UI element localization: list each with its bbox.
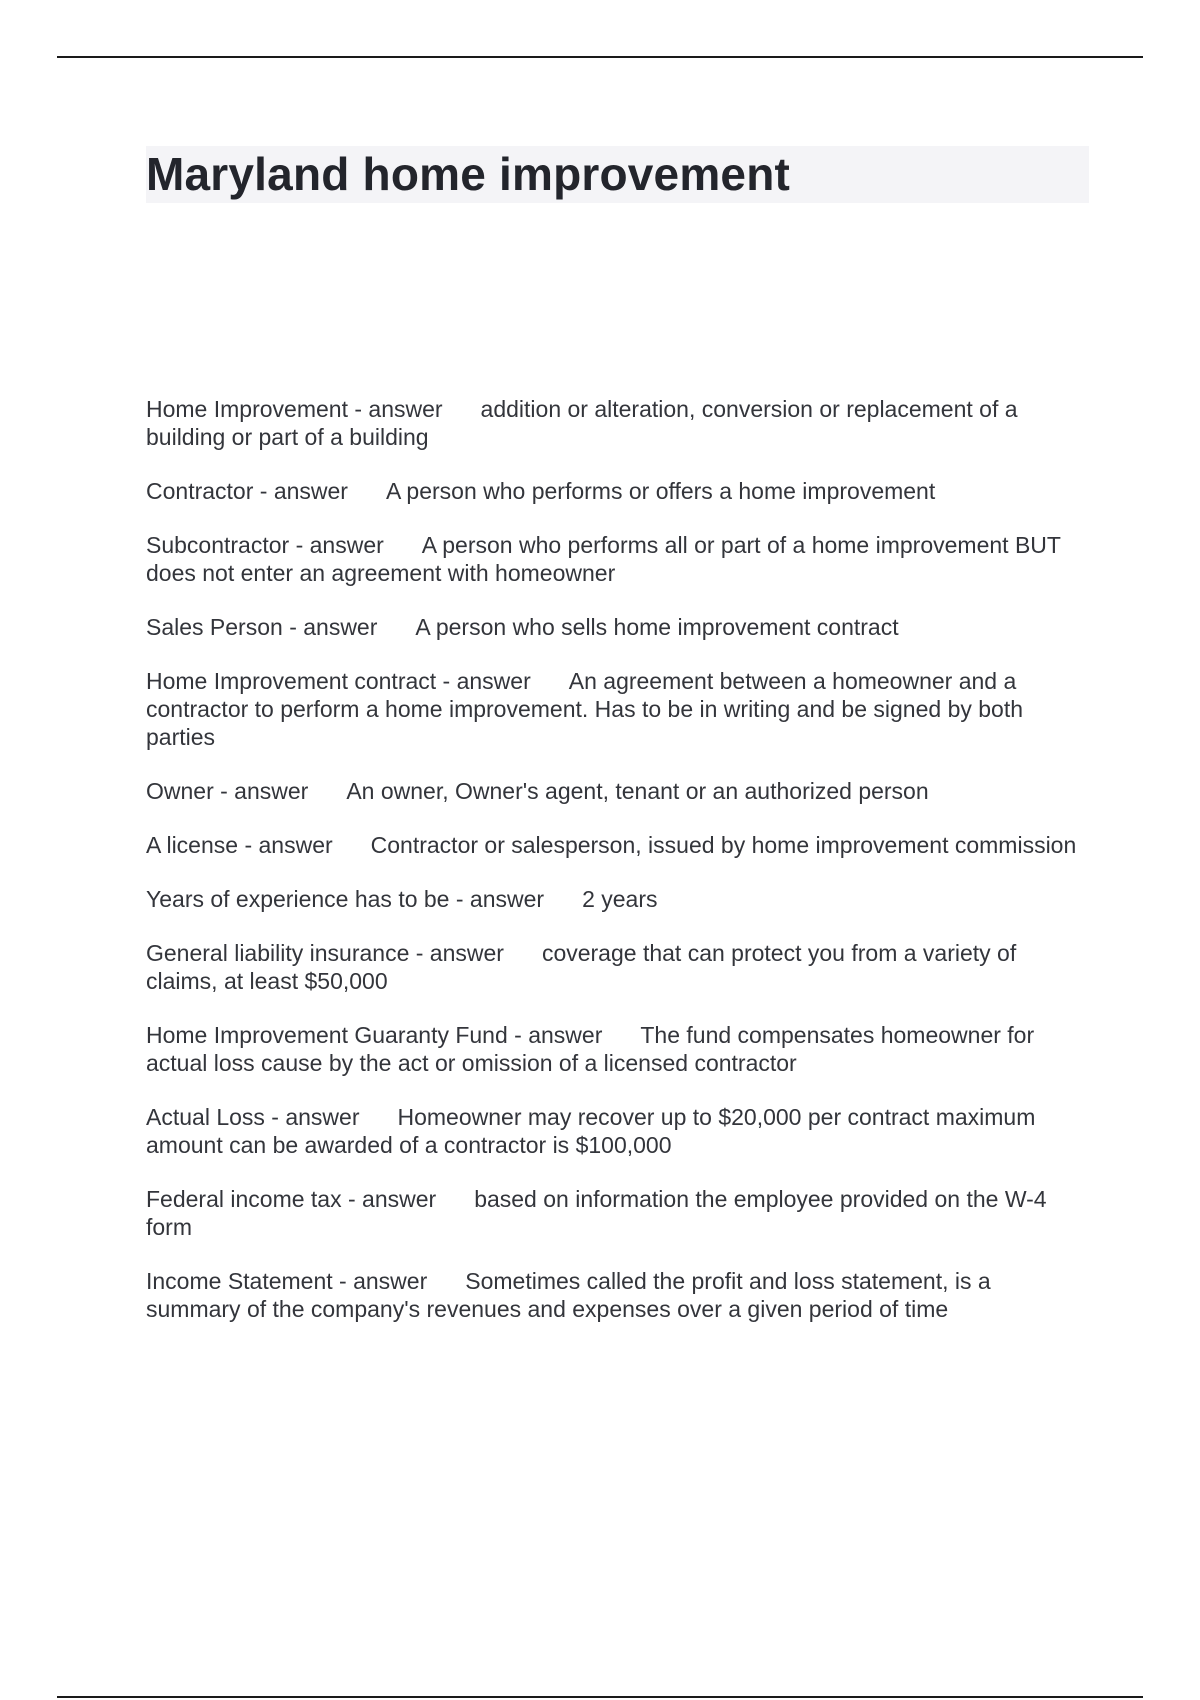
flashcard-definition: An agreement between a homeowner and a contractor to perform a home improvement. Has to be in writing and be signed by both parties (146, 668, 1024, 750)
flashcard (146, 477, 1086, 505)
flashcard (146, 613, 1086, 641)
flashcard-term: Actual Loss - answer (146, 1104, 360, 1130)
flashcard-term: Federal income tax - answer (146, 1186, 437, 1212)
flashcard-term: Home Improvement - answer (146, 396, 443, 422)
top-rule (57, 56, 1143, 58)
flashcard-definition: A person who sells home improvement contract (415, 614, 899, 640)
flashcard-term: Home Improvement contract - answer (146, 668, 531, 694)
flashcard (146, 777, 1086, 805)
flashcard (146, 667, 1086, 751)
flashcard-term: Income Statement - answer (146, 1268, 428, 1294)
flashcard (146, 1267, 1086, 1323)
flashcard-term: Subcontractor - answer (146, 532, 384, 558)
flashcard-term: Contractor - answer (146, 478, 348, 504)
flashcard-term: Home Improvement Guaranty Fund - answer (146, 1022, 603, 1048)
flashcard-term: General liability insurance - answer (146, 940, 504, 966)
flashcard (146, 1185, 1086, 1241)
flashcard-term: Owner - answer (146, 778, 309, 804)
flashcard-definition: An owner, Owner's agent, tenant or an authorized person (346, 778, 929, 804)
flashcard (146, 831, 1086, 859)
flashcard-definition: coverage that can protect you from a variety of claims, at least $50,000 (146, 940, 1017, 994)
flashcard-definition: Contractor or salesperson, issued by home improvement commission (370, 832, 1077, 858)
flashcard-definition: Homeowner may recover up to $20,000 per contract maximum amount can be awarded of a contractor is $100,000 (146, 1104, 1036, 1158)
flashcard (146, 1021, 1086, 1077)
flashcard-term: Years of experience has to be - answer (146, 886, 545, 912)
flashcard-definition: based on information the employee provided on the W-4 form (146, 1186, 1047, 1240)
flashcard (146, 939, 1086, 995)
flashcard-term: Sales Person - answer (146, 614, 378, 640)
flashcard-list (146, 395, 1086, 1349)
document-title: Maryland home improvement (146, 148, 791, 200)
flashcard-definition: 2 years (582, 886, 658, 912)
flashcard-definition: The fund compensates homeowner for actual loss cause by the act or omission of a licensed contractor (146, 1022, 1035, 1076)
flashcard (146, 1103, 1086, 1159)
flashcard-definition: addition or alteration, conversion or replacement of a building or part of a building (146, 396, 1018, 450)
flashcard (146, 885, 1086, 913)
flashcard (146, 395, 1086, 451)
bottom-rule (57, 1696, 1143, 1698)
flashcard-definition: Sometimes called the profit and loss statement, is a summary of the company's revenues and expenses over a given period of time (146, 1268, 991, 1322)
flashcard-definition: A person who performs or offers a home improvement (385, 478, 936, 504)
flashcard-term: A license - answer (146, 832, 333, 858)
flashcard-definition: A person who performs all or part of a home improvement BUT does not enter an agreement with homeowner (146, 532, 1061, 586)
flashcard (146, 531, 1086, 587)
